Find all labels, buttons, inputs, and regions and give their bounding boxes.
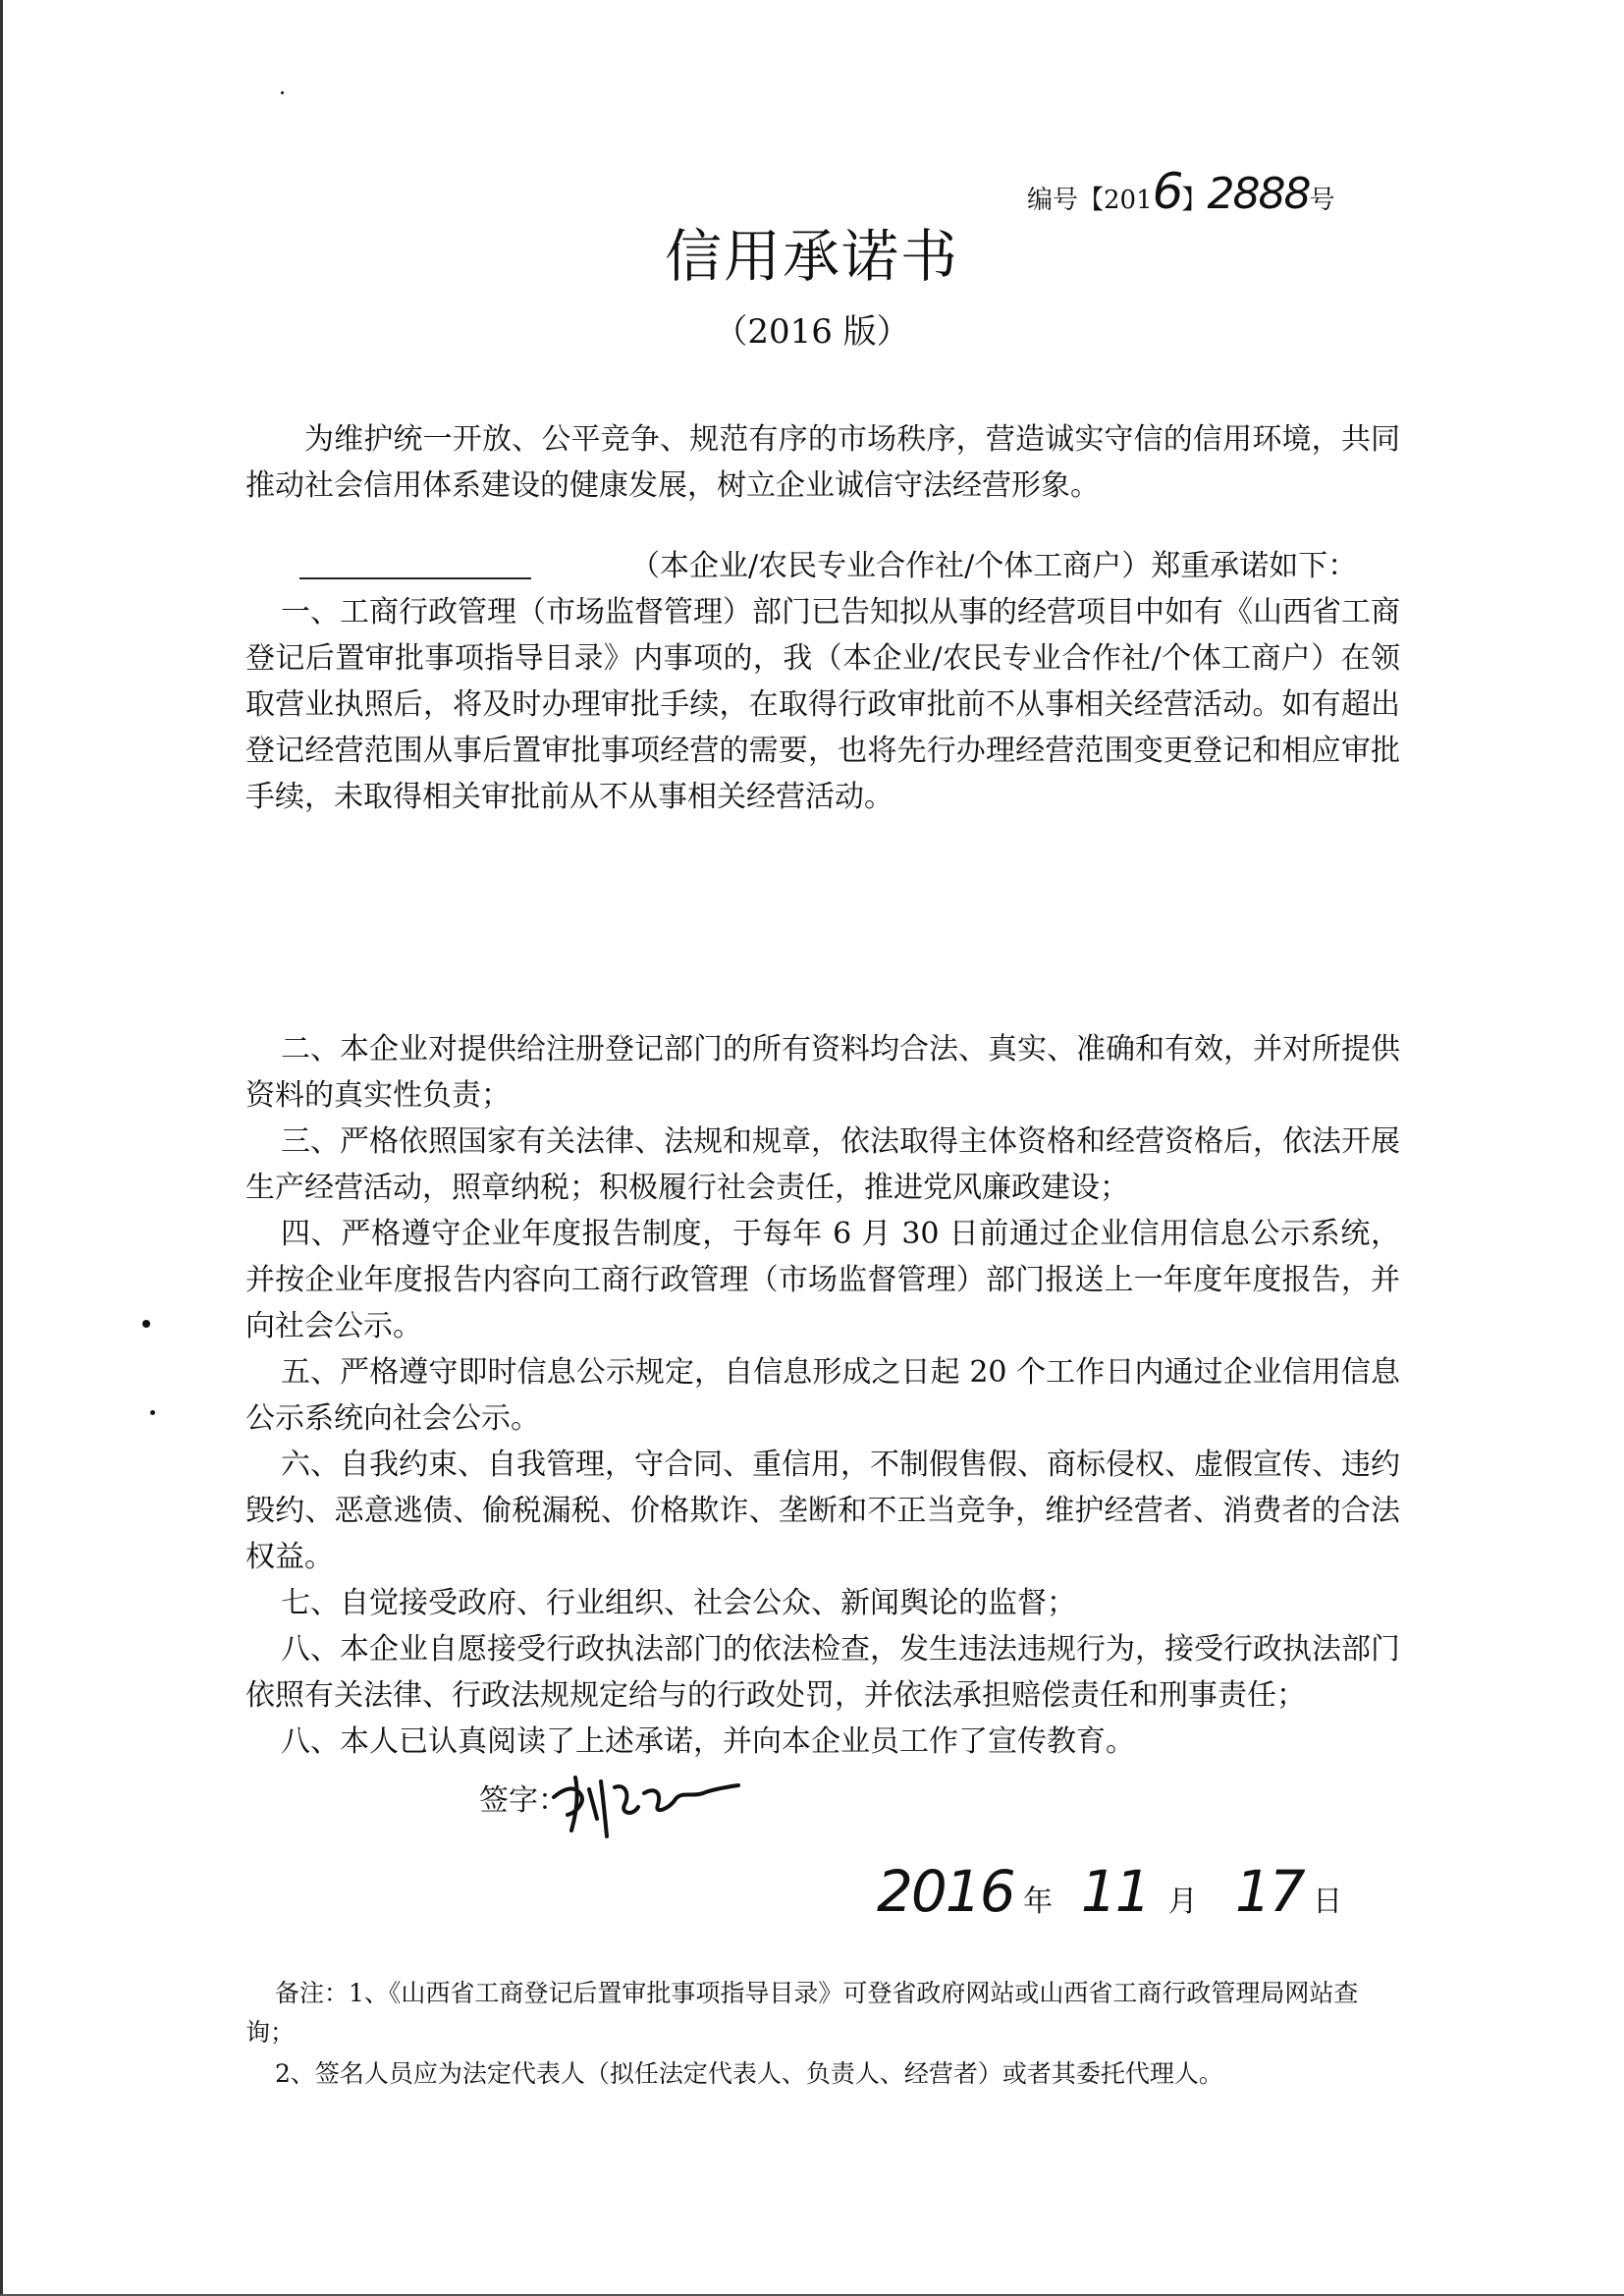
pledge-item: 八、本人已认真阅读了上述承诺，并向本企业员工作了宣传教育。 (281, 1724, 1135, 1759)
edition-label: （2016 版） (714, 312, 910, 352)
signature-date: 2016 年 11 月 17 日 (877, 1858, 1343, 1925)
intro-paragraph: 为维护统一开放、公平竞争、规范有序的市场秩序，营造诚实守信的信用环境，共同推动社会信用体系建设的健康发展，树立企业诚信守法经营形象。 (245, 422, 1400, 503)
handwritten-year-digit: 6 (1152, 163, 1182, 220)
pledge-item: 七、自觉接受政府、行业组织、社会公众、新闻舆论的监督； (281, 1586, 1076, 1620)
document-number: 编号【2016】2888号 (1027, 163, 1335, 220)
pledge-item: 四、严格遵守企业年度报告制度，于每年 6 月 30 日前通过企业信用信息公示系统，并按企业年度报告内容向工商行政管理（市场监督管理）部门报送上一年度年度报告，并向社会公示。 (245, 1217, 1400, 1343)
pledge-item-1: 一、工商行政管理（市场监督管理）部门已告知拟从事的经营项目中如有《山西省工商登记后置审批事项指导目录》内事项的，我（本企业/农民专业合作社/个体工商户）在领取营业执照后，将及时办理审批手续，在取得行政审批前不从事相关经营活动。如有超出登记经营范围从事后置审批事项经营的需要，也将先行办理经营范围变更登记和相应审批手续，未取得相关审批前从不从事相关经营活动。 (245, 595, 1400, 814)
signature-label: 签字： (479, 1783, 568, 1818)
handwritten-year: 2016 (877, 1858, 1014, 1925)
footnote: 备注：1、《山西省工商登记后置审批事项指导目录》可登省政府网站或山西省工商行政管理局网站查询； (245, 1979, 1359, 2047)
pledge-item: 二、本企业对提供给注册登记部门的所有资料均合法、真实、准确和有效，并对所提供资料的真实性负责； (245, 1032, 1400, 1113)
pledge-item: 三、严格依照国家有关法律、法规和规章，依法取得主体资格和经营资格后，依法开展生产经营活动，照章纳税；积极履行社会责任，推进党风廉政建设； (245, 1124, 1400, 1205)
scan-speck (281, 91, 284, 94)
pledge-item: 六、自我约束、自我管理，守合同、重信用，不制假售假、商标侵权、虚假宣传、违约毁约、恶意逃债、偷税漏税、价格欺诈、垄断和不正当竞争，维护经营者、消费者的合法权益。 (245, 1448, 1400, 1574)
entity-name-blank (299, 577, 531, 579)
handwritten-number: 2888 (1207, 169, 1310, 219)
handwritten-day: 17 (1234, 1858, 1304, 1925)
pledge-item: 八、本企业自愿接受行政执法部门的依法检查，发生违法违规行为，接受行政执法部门依照有关法律、行政法规规定给与的行政处罚，并依法承担赔偿责任和刑事责任； (245, 1632, 1400, 1713)
scan-speck (142, 1320, 150, 1328)
footnote: 2、签名人员应为法定代表人（拟任法定代表人、负责人、经营者）或者其委托代理人。 (275, 2059, 1223, 2088)
pledge-items (245, 1026, 1400, 1765)
handwritten-month: 11 (1080, 1858, 1150, 1925)
handwritten-signature (546, 1758, 742, 1846)
pledge-item: 五、严格遵守即时信息公示规定，自信息形成之日起 20 个工作日内通过企业信用信息公示系统向社会公示。 (245, 1355, 1400, 1436)
pledge-heading: （本企业/农民专业合作社/个体工商户）郑重承诺如下： (630, 549, 1358, 583)
document-title: 信用承诺书 (664, 223, 959, 290)
scan-speck (150, 1410, 155, 1415)
